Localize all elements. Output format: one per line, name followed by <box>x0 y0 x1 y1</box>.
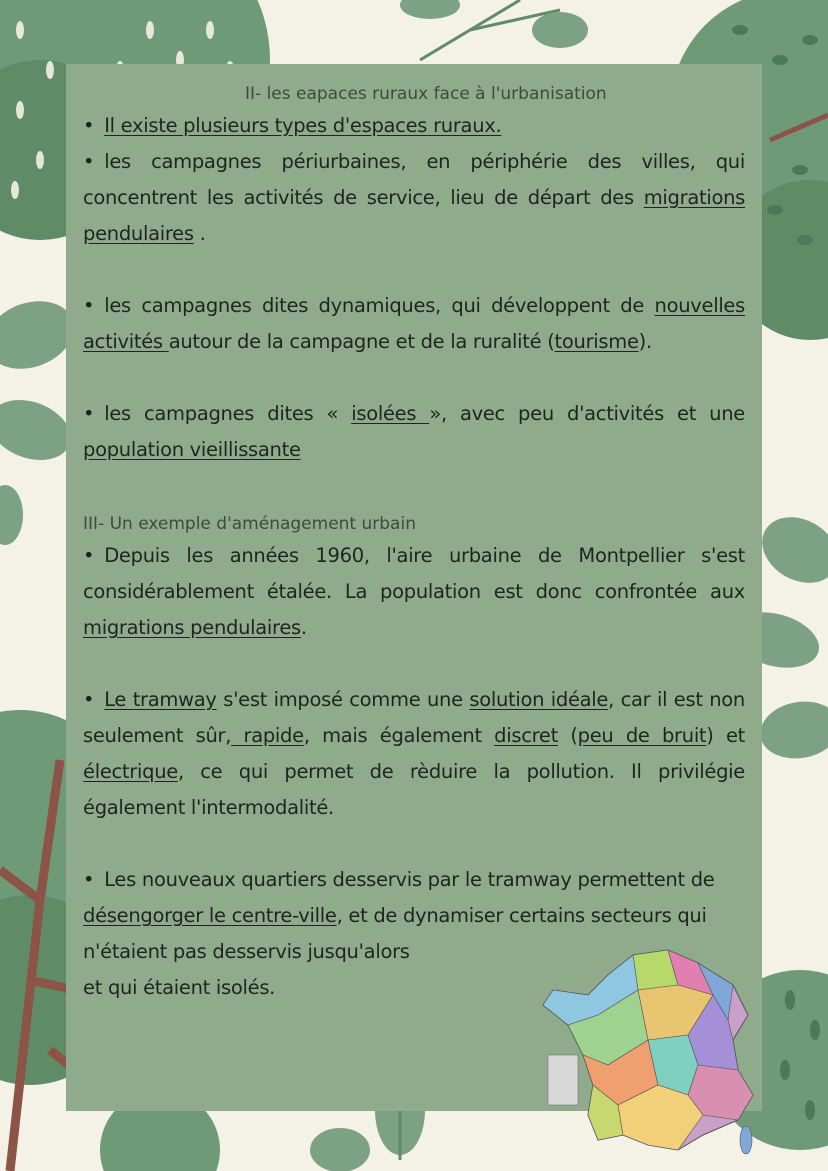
text: , car il est non seulement sûr, <box>83 688 745 747</box>
text: , mais également <box>303 724 495 747</box>
text: , et de dynamiser certains secteurs qui n'étaient pas desservis jusqu'alors <box>83 904 707 963</box>
term-electric: électrique <box>83 760 178 783</box>
term-tourism: tourisme <box>554 330 639 353</box>
term-discreet: discret <box>494 724 558 747</box>
text: les campagnes dites dynamiques, qui développent de <box>104 294 655 317</box>
corsica <box>740 1126 752 1154</box>
text: . <box>193 222 206 245</box>
term-low-noise: peu de bruit <box>577 724 707 747</box>
term-ideal-solution: solution idéale <box>469 688 609 711</box>
document-content <box>83 84 745 1006</box>
section2-heading: II- les eapaces ruraux face à l'urbanisation <box>245 84 607 104</box>
text: et qui étaient isolés. <box>83 976 276 999</box>
text: ( <box>557 724 578 747</box>
term-fast: rapide <box>231 724 304 747</box>
text: les campagnes dites « <box>104 402 352 425</box>
bullet-icon: • <box>83 402 95 425</box>
france-map-illustration <box>538 945 758 1160</box>
term-isolated: isolées <box>351 402 430 425</box>
bullet-icon: • <box>83 114 95 137</box>
term-new-activities: nouvelles activités <box>83 294 745 353</box>
bullet-icon: • <box>83 544 95 567</box>
text: , ce qui permet de rèduire la pollution. Il privilégie également l'intermodalité. <box>83 760 745 819</box>
paragraph-tramway <box>83 682 745 826</box>
term-tramway: Le tramway <box>104 688 217 711</box>
term-migrations: migrations pendulaires <box>83 186 745 245</box>
text: Les nouveaux quartiers desservis par le tramway permettent de <box>104 868 715 891</box>
bullet-icon: • <box>83 868 95 891</box>
term-migrations: migrations pendulaires <box>83 616 301 639</box>
bullet-icon: • <box>83 688 95 711</box>
term-decongest: désengorger le centre-ville <box>83 904 337 927</box>
text: ) et <box>706 724 745 747</box>
text: s'est imposé comme une <box>216 688 470 711</box>
map-legend <box>548 1055 578 1105</box>
paragraph-periurban <box>83 144 745 252</box>
section2-intro <box>83 108 745 144</box>
paragraph-montpellier <box>83 538 745 646</box>
term-aging-population: population vieillissante <box>83 438 301 461</box>
text: les campagnes périurbaines, en périphérie des villes, qui concentrent les activités de service, lieu de départ des <box>83 150 745 209</box>
leaf-right-1 <box>750 504 828 596</box>
bullet-icon: • <box>83 294 95 317</box>
text: Depuis les années 1960, l'aire urbaine de Montpellier s'est considérablement étalée. La population est donc confrontée aux <box>83 544 745 603</box>
section3-heading: III- Un exemple d'aménagement urbain <box>83 514 416 534</box>
text: autour de la campagne et de la ruralité ( <box>168 330 555 353</box>
bullet-icon: • <box>83 150 95 173</box>
text: », avec peu d'activités et une <box>429 402 745 425</box>
text: ). <box>638 330 652 353</box>
text: . <box>300 616 307 639</box>
paragraph-isolated <box>83 396 745 468</box>
paragraph-dynamic <box>83 288 745 360</box>
intro-text: Il existe plusieurs types d'espaces ruraux. <box>104 114 502 137</box>
